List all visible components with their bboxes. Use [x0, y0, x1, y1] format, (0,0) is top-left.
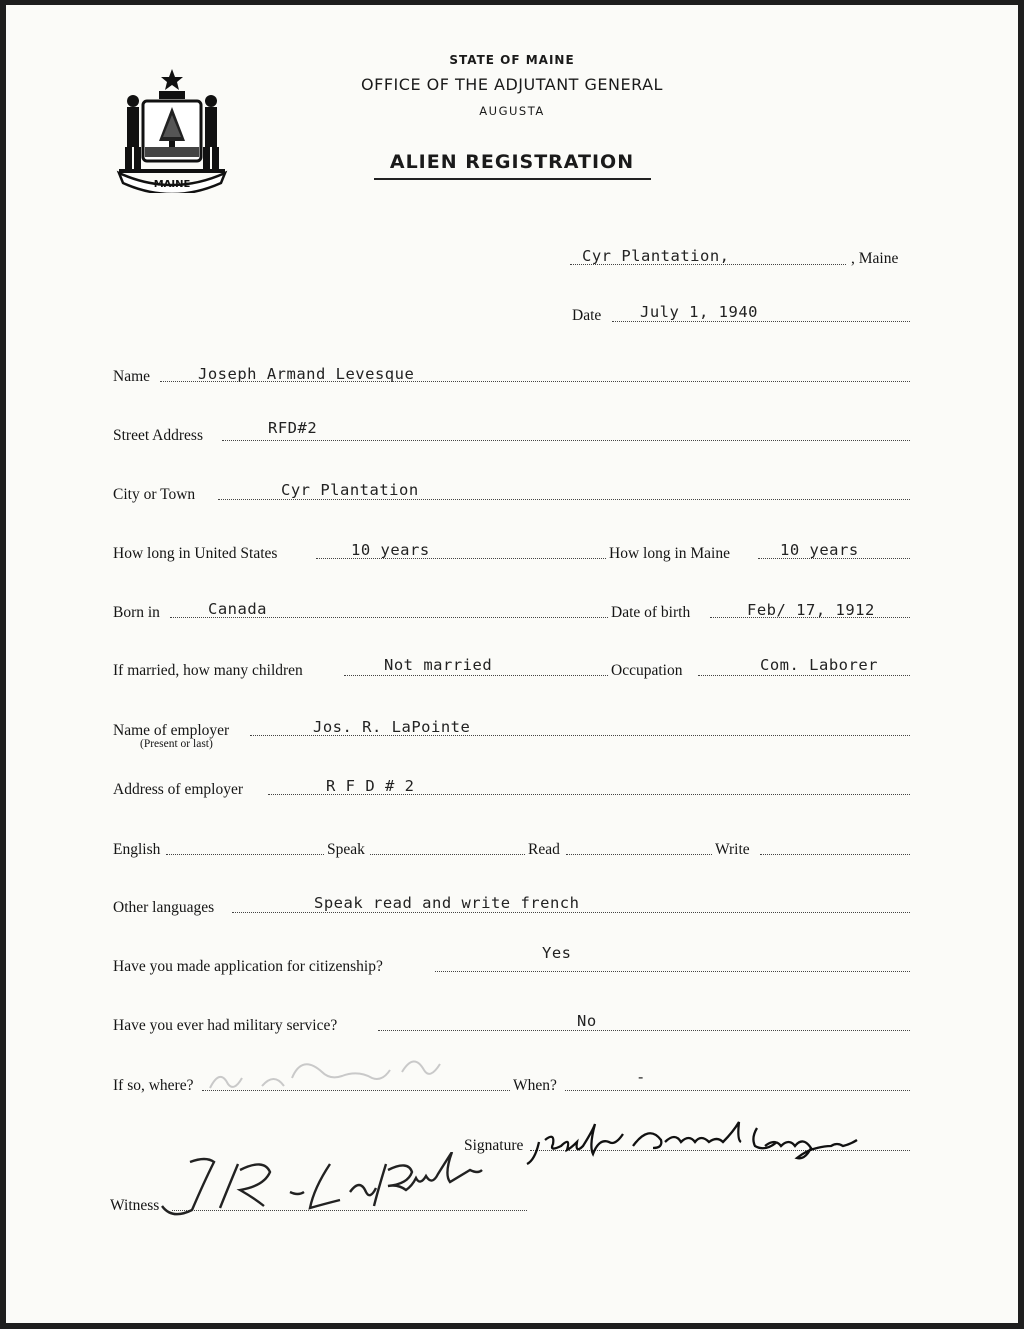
city-label: City or Town — [113, 486, 196, 503]
children-label: If married, how many children — [113, 662, 303, 679]
date-label: Date — [572, 307, 602, 324]
born-label: Born in — [113, 604, 160, 621]
faint-handwriting-mark — [202, 1048, 482, 1100]
when-label: When? — [513, 1077, 557, 1094]
header-state: STATE OF MAINE — [449, 53, 575, 67]
other-languages-value: Speak read and write french — [314, 894, 580, 912]
english-write-label: Write — [715, 841, 750, 858]
us-years-label: How long in United States — [113, 545, 278, 562]
citizenship-label: Have you made application for citizenship? — [113, 958, 383, 975]
employer-value: Jos. R. LaPointe — [313, 718, 471, 736]
occupation-value: Com. Laborer — [760, 656, 878, 674]
citizenship-value: Yes — [542, 944, 572, 962]
name-value: Joseph Armand Levesque — [198, 365, 415, 383]
where-label: If so, where? — [113, 1077, 194, 1094]
header-city: AUGUSTA — [479, 104, 545, 118]
other-languages-label: Other languages — [113, 899, 215, 916]
me-years-label: How long in Maine — [609, 545, 730, 562]
city-value: Cyr Plantation — [281, 481, 419, 499]
us-years-value: 10 years — [351, 541, 430, 559]
employer-address-value: R F D # 2 — [326, 777, 415, 795]
military-label: Have you ever had military service? — [113, 1017, 338, 1034]
english-speak-label: Speak — [327, 841, 365, 858]
street-label: Street Address — [113, 427, 203, 444]
when-value: - — [636, 1068, 646, 1086]
employer-note: (Present or last) — [140, 738, 213, 750]
street-value: RFD#2 — [268, 419, 318, 437]
employer-address-label: Address of employer — [113, 781, 243, 798]
header-office: OFFICE OF THE ADJUTANT GENERAL — [361, 75, 663, 94]
applicant-signature — [525, 1112, 910, 1172]
dob-value: Feb/ 17, 1912 — [747, 601, 875, 619]
place-value: Cyr Plantation, — [582, 247, 730, 265]
children-value: Not married — [384, 656, 493, 674]
witness-label: Witness — [110, 1197, 160, 1214]
form-title: ALIEN REGISTRATION — [389, 151, 635, 173]
occupation-label: Occupation — [611, 662, 683, 679]
employer-label: Name of employer — [113, 722, 230, 739]
me-years-value: 10 years — [780, 541, 859, 559]
place-suffix: , Maine — [851, 250, 899, 267]
witness-signature — [150, 1152, 520, 1232]
name-label: Name — [113, 368, 151, 385]
seal-banner: MAINE — [153, 179, 191, 190]
english-read-label: Read — [528, 841, 560, 858]
born-value: Canada — [208, 600, 267, 618]
military-value: No — [577, 1012, 597, 1030]
dob-label: Date of birth — [611, 604, 691, 621]
english-label: English — [113, 841, 161, 858]
signature-label: Signature — [464, 1137, 524, 1154]
date-value: July 1, 1940 — [640, 303, 758, 321]
title-underline — [374, 178, 651, 180]
